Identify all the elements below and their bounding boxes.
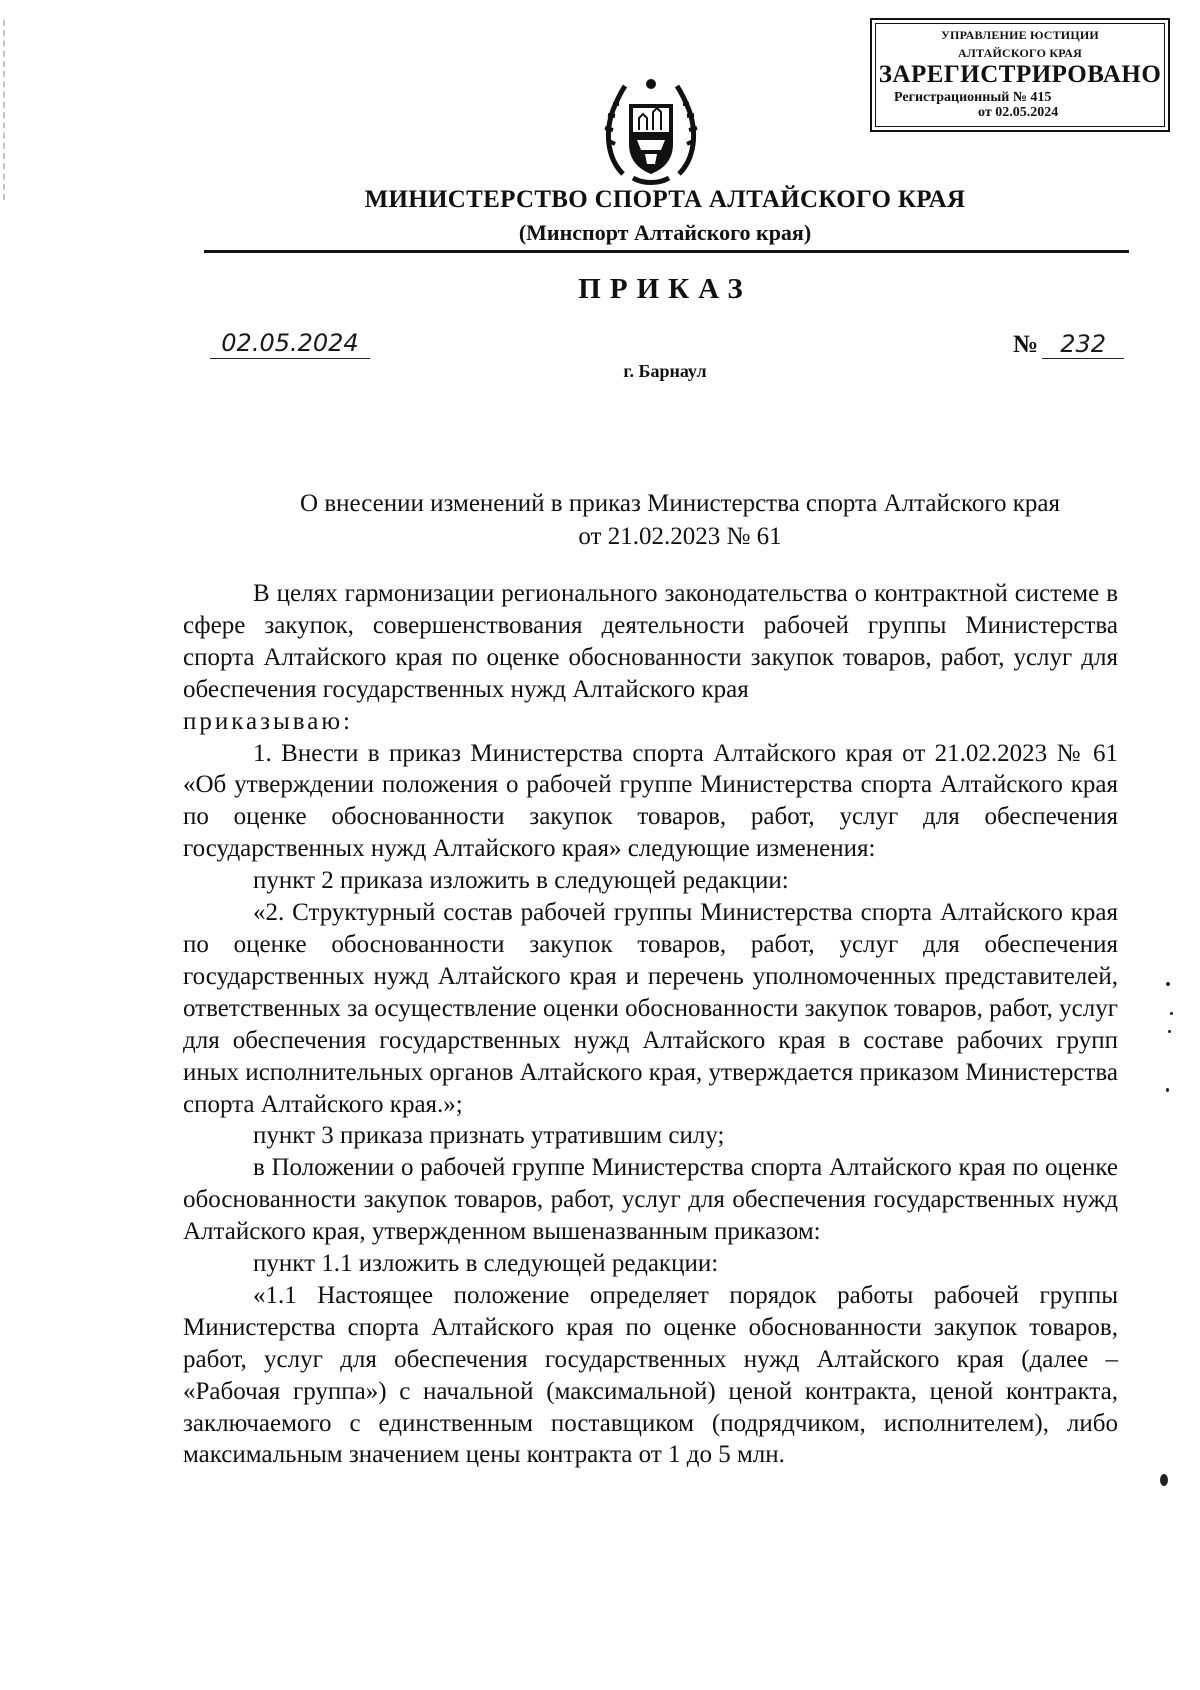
- coat-of-arms-icon: [603, 74, 699, 190]
- order-number: 232: [1042, 330, 1124, 359]
- document-type: ПРИКАЗ: [578, 273, 752, 305]
- number-sign: №: [1013, 331, 1039, 358]
- stamp-reg-date: от 02.05.2024: [978, 105, 1059, 120]
- paragraph-item-1: 1. Внести в приказ Министерства спорта Алтайского края от 21.02.2023 № 61 «Об утверждении положения о рабочей группе Министерства спорта Алтайского края по оценке обоснованности закупок товаров, работ, услуг для обеспечения государственных нужд Алтайского края» следующие изменения:: [183, 739, 1118, 863]
- stamp-org-line2: АЛТАЙСКОГО КРАЯ: [958, 46, 1082, 60]
- city: г. Барнаул: [623, 361, 707, 381]
- paragraph-preamble: В целях гармонизации регионального законодательства о контрактной системе в сфере закупок, совершенствования деятельности рабочей группы Министерства спорта Алтайского края по оценке обоснованности закупок товаров, работ, услуг для обеспечения государственных нужд Алтайского края: [183, 580, 1118, 703]
- registration-stamp-frame: [875, 23, 1165, 127]
- order-date: 02.05.2024: [210, 328, 370, 359]
- subject-line-1: О внесении изменений в приказ Министерства спорта Алтайского края: [300, 490, 1060, 517]
- paragraph-item-2-text: «2. Структурный состав рабочей группы Министерства спорта Алтайского края по оценке обоснованности закупок товаров, работ, услуг для обеспечения государственных нужд Алтайского края и перечень уполномоченных представителей, ответственных за осуществление оценки обоснованности закупок товаров, работ, услуг для обеспечения государственных нужд Алтайского края в составе рабочих групп иных исполнительных органов Алтайского края, утверждается приказом Министерства спорта Алтайского края.»;: [183, 899, 1118, 1118]
- registration-stamp: [870, 18, 1170, 132]
- paragraph-regulation-intro: в Положении о рабочей группе Министерства спорта Алтайского края по оценке обоснованности закупок товаров, работ, услуг для обеспечения государственных нужд Алтайского края, утвержденном вышеназванным приказом:: [183, 1154, 1118, 1246]
- scan-margin-mark: [3, 20, 7, 200]
- ministry-name: МИНИСТЕРСТВО СПОРТА АЛТАЙСКОГО КРАЯ: [364, 186, 966, 213]
- scan-speck: [1168, 1030, 1171, 1033]
- stamp-org-line1: УПРАВЛЕНИЕ ЮСТИЦИИ: [941, 28, 1099, 42]
- stamp-reg-number: Регистрационный № 415: [894, 90, 1052, 105]
- scan-speck: [1166, 982, 1170, 986]
- paragraph-order-word: приказываю:: [183, 707, 353, 735]
- paragraph-item-3: пункт 3 приказа признать утратившим силу;: [253, 1122, 725, 1150]
- order-subject: [240, 487, 1120, 553]
- scan-speck: [1166, 1088, 1169, 1092]
- scan-speck: [1160, 1474, 1168, 1486]
- order-number-field: [1013, 330, 1124, 359]
- header-rule: [204, 250, 1129, 253]
- order-body: [183, 578, 1118, 1471]
- paragraph-item-2-intro: пункт 2 приказа изложить в следующей редакции:: [253, 867, 789, 895]
- paragraph-regulation-1-1-intro: пункт 1.1 изложить в следующей редакции:: [253, 1250, 719, 1278]
- paragraph-regulation-1-1-text: «1.1 Настоящее положение определяет порядок работы рабочей группы Министерства спорта Алтайского края по оценке обоснованности закупок товаров, работ, услуг для обеспечения государственных нужд Алтайского края (далее – «Рабочая группа») с начальной (максимальной) ценой контракта, ценой контракта, заключаемого с единственным поставщиком (подрядчиком, исполнителем), либо максимальным значением цены контракта от 1 до 5 млн.: [183, 1281, 1118, 1469]
- stamp-title: ЗАРЕГИСТРИРОВАНО: [878, 61, 1162, 88]
- subject-line-2: от 21.02.2023 № 61: [578, 523, 782, 550]
- ministry-short-name: (Минспорт Алтайского края): [518, 220, 812, 245]
- scan-speck: [1170, 1012, 1173, 1015]
